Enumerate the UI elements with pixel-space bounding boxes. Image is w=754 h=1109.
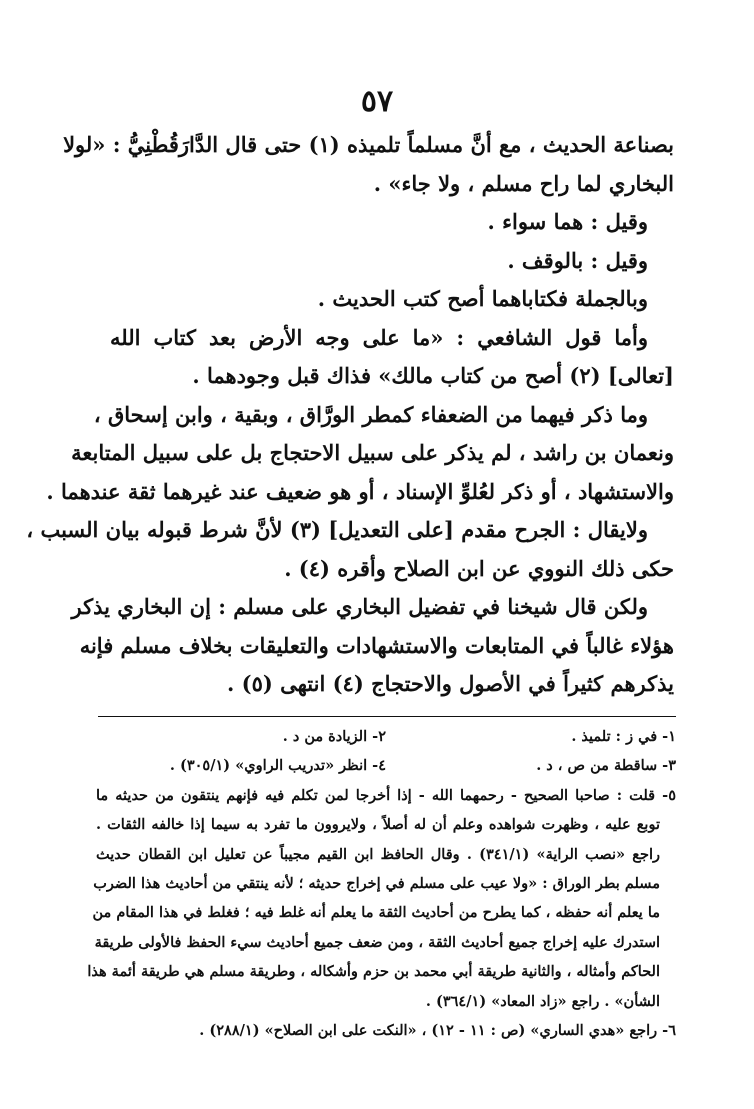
footnote-5-line: الحاكم وأمثاله ، والثانية طريقة أبي محمد بن حزم وأشكاله ، وطريقة مسلم هي طريقة أئمة هذا <box>87 963 660 981</box>
footnote-divider <box>98 716 676 717</box>
text-line: وما ذكر فيهما من الضعفاء كمطر الورَّاق ، وبقية ، وابن إسحاق ، <box>93 401 648 427</box>
footnote-5-line: مسلم بطر الوراق : «ولا عيب على مسلم في إخراج حديثه ؛ لأنه ينتقي من أحاديث هذا الضرب <box>93 874 660 892</box>
main-text <box>26 126 674 704</box>
footnote-row <box>96 722 676 751</box>
footnote-5-line: ما يعلم أنه حفظه ، كما يطرح من أحاديث الثقة ما يعلم أنه غلط فيه ؛ فغلط في هذا المقام من <box>92 904 660 922</box>
text-line: ولكن قال شيخنا في تفضيل البخاري على مسلم : إن البخاري يذكر <box>71 594 648 619</box>
text-line: يذكرهم كثيراً في الأصول والاحتجاج (٤) انتهى (٥) . <box>227 671 674 696</box>
page-number: ٥٧ <box>360 84 394 119</box>
text-line: ولايقال : الجرح مقدم [على التعديل] (٣) لأنَّ شرط قبوله بيان السبب ، <box>26 517 648 542</box>
footnote-5-line: ٥- قلت : صاحبا الصحيح - رحمهما الله - إذا أخرجا لمن تكلم فيه فإنهم ينتقون من حديثه ما <box>96 786 676 804</box>
footnote-5-line: راجع «نصب الراية» (٣٤١/١) . وقال الحافظ ابن القيم مجيباً عن تعليل ابن القطان حديث <box>96 845 660 863</box>
footnote-5-line: استدرك عليه إخراج جميع أحاديث الثقة ، ومن ضعف جميع أحاديث سيء الحفظ فالأولى طريقة <box>94 933 660 951</box>
text-line: والاستشهاد ، أو ذكر لعُلوِّ الإسناد ، أو هو ضعيف عند غيرهما ثقة عندهما . <box>46 478 674 504</box>
footnote-4: ٤- انظر «تدريب الراوي» (٣٠٥/١) . <box>169 757 386 775</box>
text-line: وأما قول الشافعي : «ما على وجه الأرض بعد كتاب الله <box>110 324 648 350</box>
footnote-2: ٢- الزيادة من د . <box>282 728 386 745</box>
text-line: وبالجملة فكتاباهما أصح كتب الحديث . <box>317 286 648 311</box>
text-line: البخاري لما راح مسلم ، ولا جاء» . <box>373 170 674 196</box>
footnote-1: ١- في ز : تلميذ . <box>571 728 676 745</box>
text-line: وقيل : هما سواء . <box>487 209 648 234</box>
footnotes <box>87 722 676 1045</box>
footnote-3: ٣- ساقطة من ص ، د . <box>536 757 676 775</box>
footnote-5-line: الشأن» . راجع «زاد المعاد» (٣٦٤/١) . <box>425 992 660 1010</box>
text-line: [تعالى] (٢) أصح من كتاب مالك» فذاك قبل وجودهما . <box>192 363 674 388</box>
footnote-6: ٦- راجع «هدي الساري» (ص : ١١ - ١٢) ، «النكت على ابن الصلاح» (٢٨٨/١) . <box>199 1021 676 1039</box>
footnote-row <box>96 751 676 780</box>
text-line: بصناعة الحديث ، مع أنَّ مسلماً تلميذه (١) حتى قال الدَّارَقُطْنِيُّ : «لولا <box>63 132 674 157</box>
footnote-5-line: توبع عليه ، وظهرت شواهده وعلم أن له أصلاً ، ولايروون ما تفرد به سيما إذا خالفه الثقات . <box>96 816 660 834</box>
text-line: وقيل : بالوقف . <box>507 247 648 273</box>
text-line: هؤلاء غالباً في المتابعات والاستشهادات والتعليقات بخلاف مسلم فإنه <box>79 632 674 658</box>
text-line: حكى ذلك النووي عن ابن الصلاح وأقره (٤) . <box>284 555 674 581</box>
text-line: ونعمان بن راشد ، لم يذكر على سبيل الاحتجاج بل على سبيل المتابعة <box>71 440 674 465</box>
